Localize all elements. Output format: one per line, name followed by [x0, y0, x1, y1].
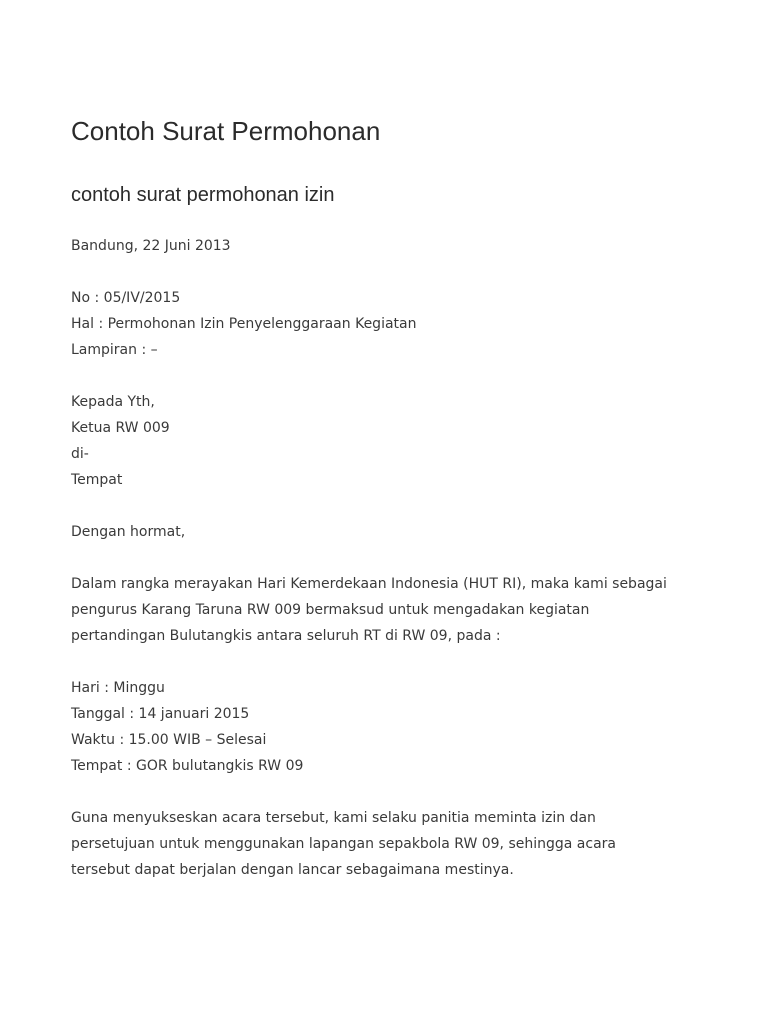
closing-paragraph	[71, 805, 721, 883]
event-time: Waktu : 15.00 WIB – Selesai	[71, 732, 267, 748]
document-title: Contoh Surat Permohonan	[71, 116, 381, 146]
recipient-line: Ketua RW 009	[71, 420, 170, 436]
spacer	[71, 259, 721, 285]
spacer	[71, 363, 721, 389]
paragraph-line: persetujuan untuk menggunakan lapangan sepakbola RW 09, sehingga acara	[71, 836, 616, 852]
event-venue: Tempat : GOR bulutangkis RW 09	[71, 758, 304, 774]
greeting: Dengan hormat,	[71, 524, 186, 540]
recipient-line: di-	[71, 446, 89, 462]
letter-subject: Hal : Permohonan Izin Penyelenggaraan Kegiatan	[71, 316, 417, 332]
event-date: Tanggal : 14 januari 2015	[71, 706, 250, 722]
place-date: Bandung, 22 Juni 2013	[71, 238, 231, 254]
event-day: Hari : Minggu	[71, 680, 165, 696]
opening-paragraph	[71, 571, 721, 649]
spacer	[71, 493, 721, 519]
event-details	[71, 675, 721, 779]
letter-header	[71, 285, 721, 363]
spacer	[71, 545, 721, 571]
paragraph-line: Dalam rangka merayakan Hari Kemerdekaan Indonesia (HUT RI), maka kami sebagai	[71, 576, 667, 592]
recipient-line: Kepada Yth,	[71, 394, 155, 410]
letter-body	[71, 233, 721, 883]
document-subtitle: contoh surat permohonan izin	[71, 184, 335, 206]
paragraph-line: pertandingan Bulutangkis antara seluruh RT di RW 09, pada :	[71, 628, 501, 644]
spacer	[71, 779, 721, 805]
spacer	[71, 649, 721, 675]
letter-recipient	[71, 389, 721, 493]
letter-attachment: Lampiran : –	[71, 342, 158, 358]
paragraph-line: tersebut dapat berjalan dengan lancar sebagaimana mestinya.	[71, 862, 514, 878]
paragraph-line: Guna menyukseskan acara tersebut, kami selaku panitia meminta izin dan	[71, 810, 596, 826]
recipient-line: Tempat	[71, 472, 123, 488]
paragraph-line: pengurus Karang Taruna RW 009 bermaksud untuk mengadakan kegiatan	[71, 602, 590, 618]
letter-number: No : 05/IV/2015	[71, 290, 181, 306]
